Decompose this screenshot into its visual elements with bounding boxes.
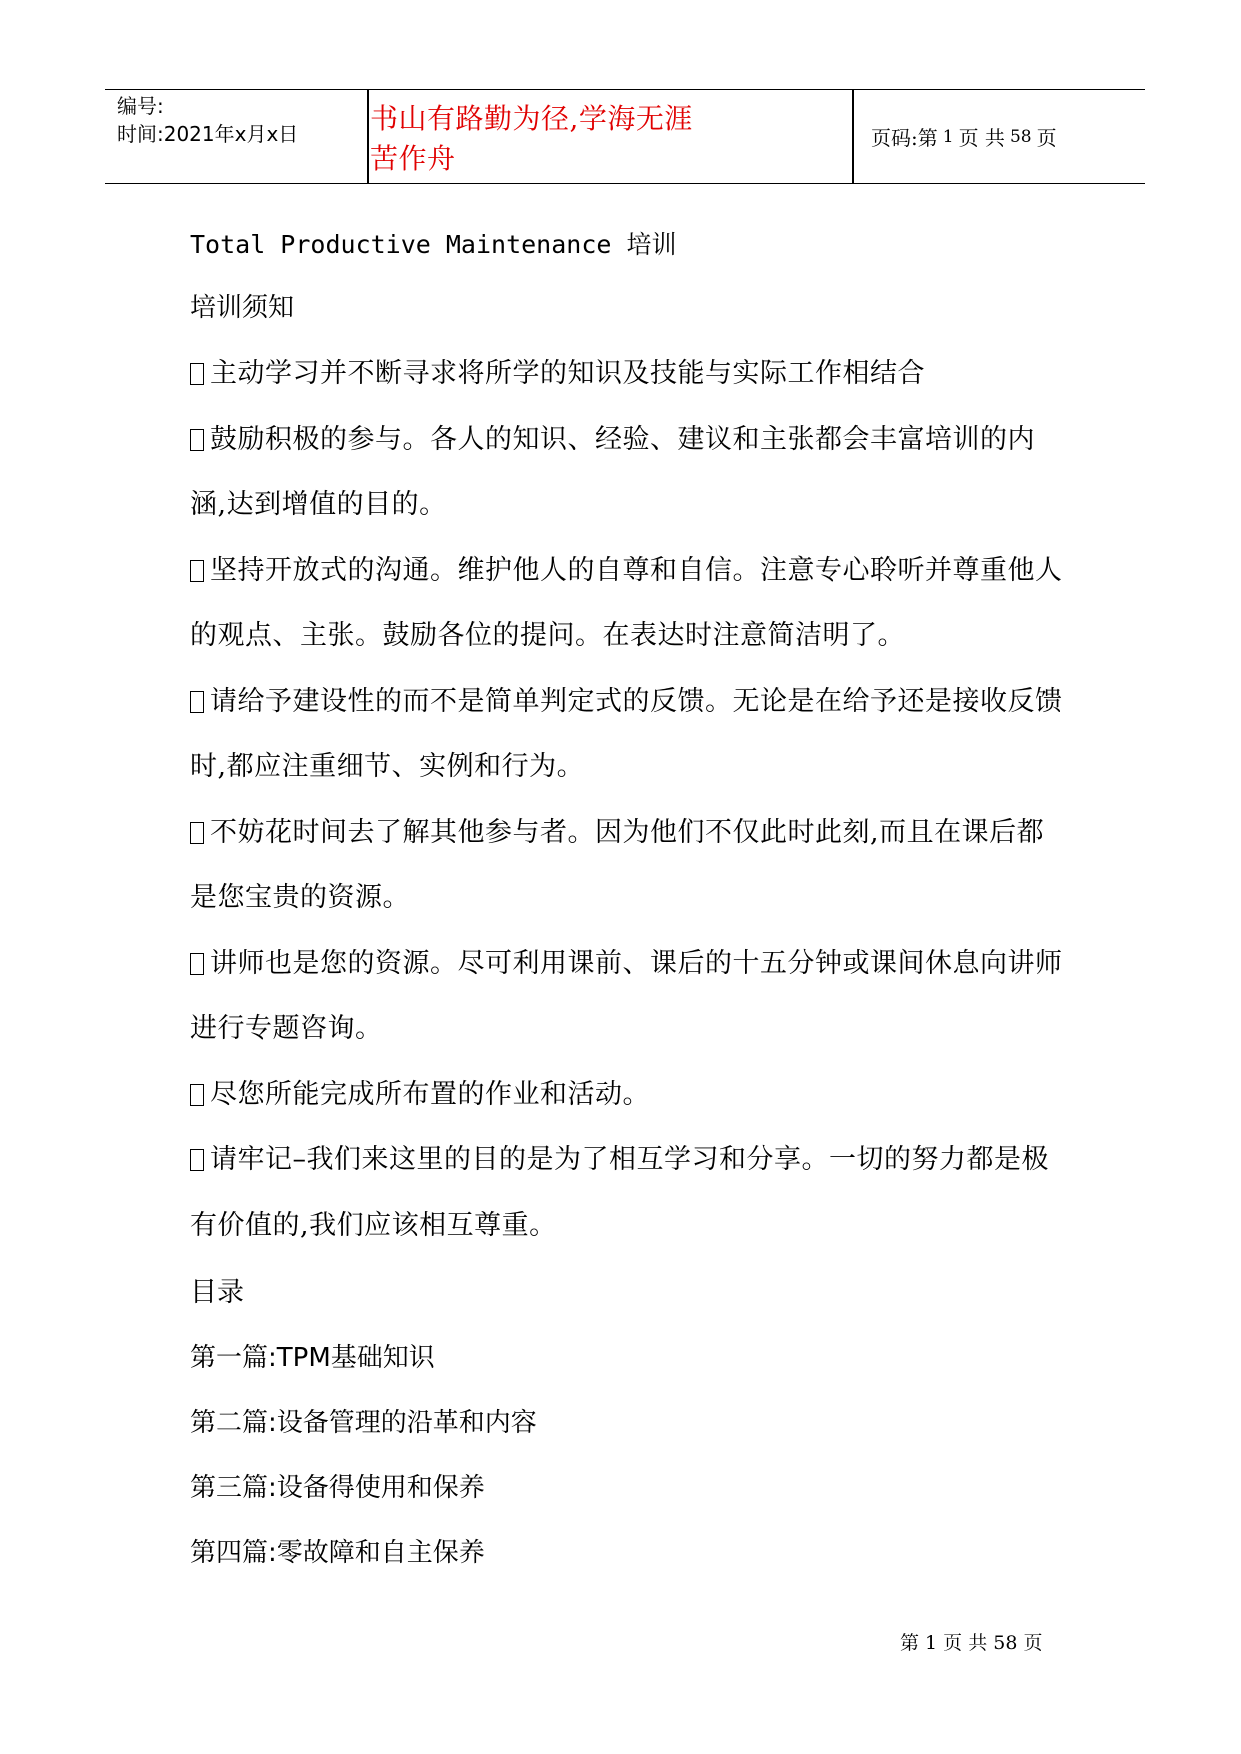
notice-list: [190, 341, 1070, 1258]
checkbox-bullet-icon: [190, 363, 204, 385]
checkbox-bullet-icon: [190, 953, 204, 975]
notice-item: [190, 669, 1070, 800]
toc-heading: 目录: [190, 1277, 244, 1308]
toc-item: 第四篇:零故障和自主保养: [190, 1538, 485, 1568]
toc-item: 第二篇:设备管理的沿革和内容: [190, 1408, 537, 1438]
notice-item: [190, 538, 1070, 669]
checkbox-bullet-icon: [190, 560, 204, 582]
header-divider-right: [852, 90, 854, 183]
header-page-number: [871, 90, 1057, 183]
page-suffix: 页: [1036, 126, 1057, 150]
checkbox-bullet-icon: [190, 822, 204, 844]
toc-item: 第三篇:设备得使用和保养: [190, 1473, 485, 1503]
page-mid: 页 共: [958, 126, 1005, 150]
page-prefix: 页码:第: [871, 126, 938, 150]
notice-item-text: 坚持开放式的沟通。维护他人的自尊和自信。注意专心聆听并尊重他人的观点、主张。鼓励各位的提问。在表达时注意简洁明了。: [190, 554, 1063, 651]
notice-item: [190, 1062, 1070, 1128]
toc-item: 第一篇:TPM基础知识: [190, 1343, 435, 1373]
notice-item-text: 请牢记–我们来这里的目的是为了相互学习和分享。一切的努力都是极有价值的,我们应该相互尊重。: [190, 1144, 1049, 1241]
checkbox-bullet-icon: [190, 1149, 204, 1171]
checkbox-bullet-icon: [190, 1084, 204, 1106]
document-body: [190, 215, 1070, 1586]
notice-heading: 培训须知: [190, 293, 295, 323]
header-meta: [117, 92, 367, 148]
header-divider-left: [367, 90, 369, 183]
serial-number-label: 编号:: [117, 94, 164, 118]
notice-item: [190, 1127, 1070, 1258]
notice-item: [190, 407, 1070, 538]
notice-item-text: 尽您所能完成所布置的作业和活动。: [210, 1078, 650, 1110]
toc-list: [190, 1326, 1070, 1586]
page-header: [105, 89, 1145, 184]
notice-item-text: 鼓励积极的参与。各人的知识、经验、建议和主张都会丰富培训的内涵,达到增值的目的。: [190, 423, 1035, 520]
notice-item: [190, 341, 1070, 407]
header-motto: 书山有路勤为径,学海无涯苦作舟: [370, 101, 693, 175]
page-footer: 第 1 页 共 58 页: [900, 1632, 1043, 1654]
notice-item-text: 讲师也是您的资源。尽可利用课前、课后的十五分钟或课间休息向讲师进行专题咨询。: [190, 947, 1063, 1044]
notice-item: [190, 800, 1070, 931]
page-total: 58: [1009, 126, 1032, 147]
time-label: 时间:2021年x月x日: [117, 122, 299, 146]
page-current: 1: [942, 126, 954, 147]
checkbox-bullet-icon: [190, 691, 204, 713]
notice-item-text: 主动学习并不断寻求将所学的知识及技能与实际工作相结合: [210, 358, 925, 389]
notice-item: [190, 931, 1070, 1062]
checkbox-bullet-icon: [190, 429, 204, 451]
notice-item-text: 请给予建设性的而不是简单判定式的反馈。无论是在给予还是接收反馈时,都应注重细节、实例和行为。: [190, 685, 1063, 782]
notice-item-text: 不妨花时间去了解其他参与者。因为他们不仅此时此刻,而且在课后都是您宝贵的资源。: [190, 816, 1045, 913]
document-title: Total Productive Maintenance 培训: [190, 230, 677, 259]
